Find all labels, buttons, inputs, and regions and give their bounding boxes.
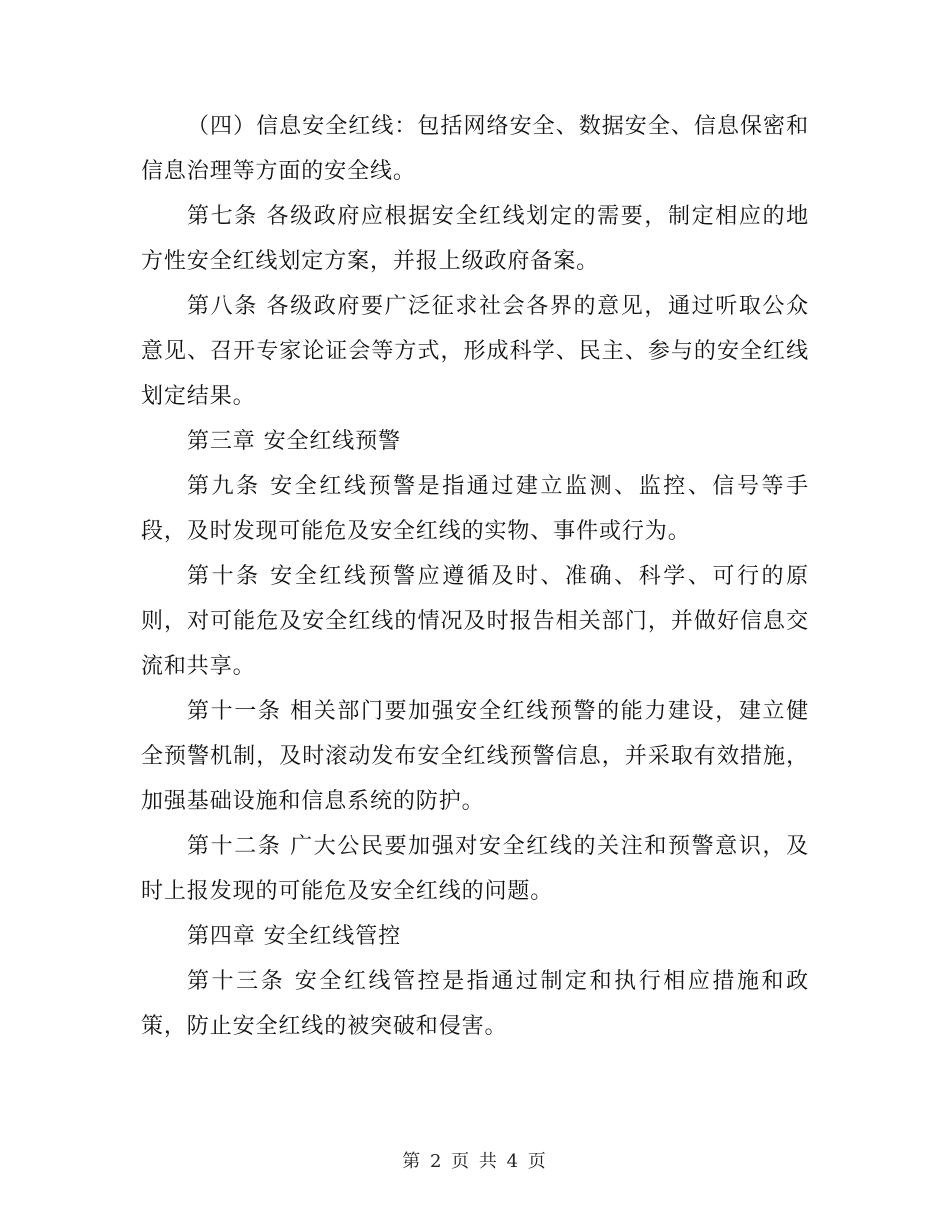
document-body <box>141 104 809 1049</box>
paragraph-article-10: 第十条 安全红线预警应遵循及时、准确、科学、可行的原则，对可能危及安全红线的情况及时报告相关部门，并做好信息交流和共享。 <box>141 564 809 679</box>
paragraph-info-security-redline: （四）信息安全红线：包括网络安全、数据安全、信息保密和信息治理等方面的安全线。 <box>141 114 809 184</box>
paragraph-article-13: 第十三条 安全红线管控是指通过制定和执行相应措施和政策，防止安全红线的被突破和侵害。 <box>141 969 809 1039</box>
chapter-4-heading: 第四章 安全红线管控 <box>187 924 401 949</box>
paragraph-article-11: 第十一条 相关部门要加强安全红线预警的能力建设，建立健全预警机制，及时滚动发布安全红线预警信息，并采取有效措施，加强基础设施和信息系统的防护。 <box>141 699 809 814</box>
paragraph-article-8: 第八条 各级政府要广泛征求社会各界的意见，通过听取公众意见、召开专家论证会等方式，形成科学、民主、参与的安全红线划定结果。 <box>141 294 809 409</box>
paragraph-article-12: 第十二条 广大公民要加强对安全红线的关注和预警意识，及时上报发现的可能危及安全红线的问题。 <box>141 834 809 904</box>
page-number-footer: 第 2 页 共 4 页 <box>402 1151 548 1172</box>
paragraph-article-7: 第七条 各级政府应根据安全红线划定的需要，制定相应的地方性安全红线划定方案，并报上级政府备案。 <box>141 204 809 274</box>
paragraph-article-9: 第九条 安全红线预警是指通过建立监测、监控、信号等手段，及时发现可能危及安全红线的实物、事件或行为。 <box>141 474 809 544</box>
chapter-3-heading: 第三章 安全红线预警 <box>187 429 401 454</box>
